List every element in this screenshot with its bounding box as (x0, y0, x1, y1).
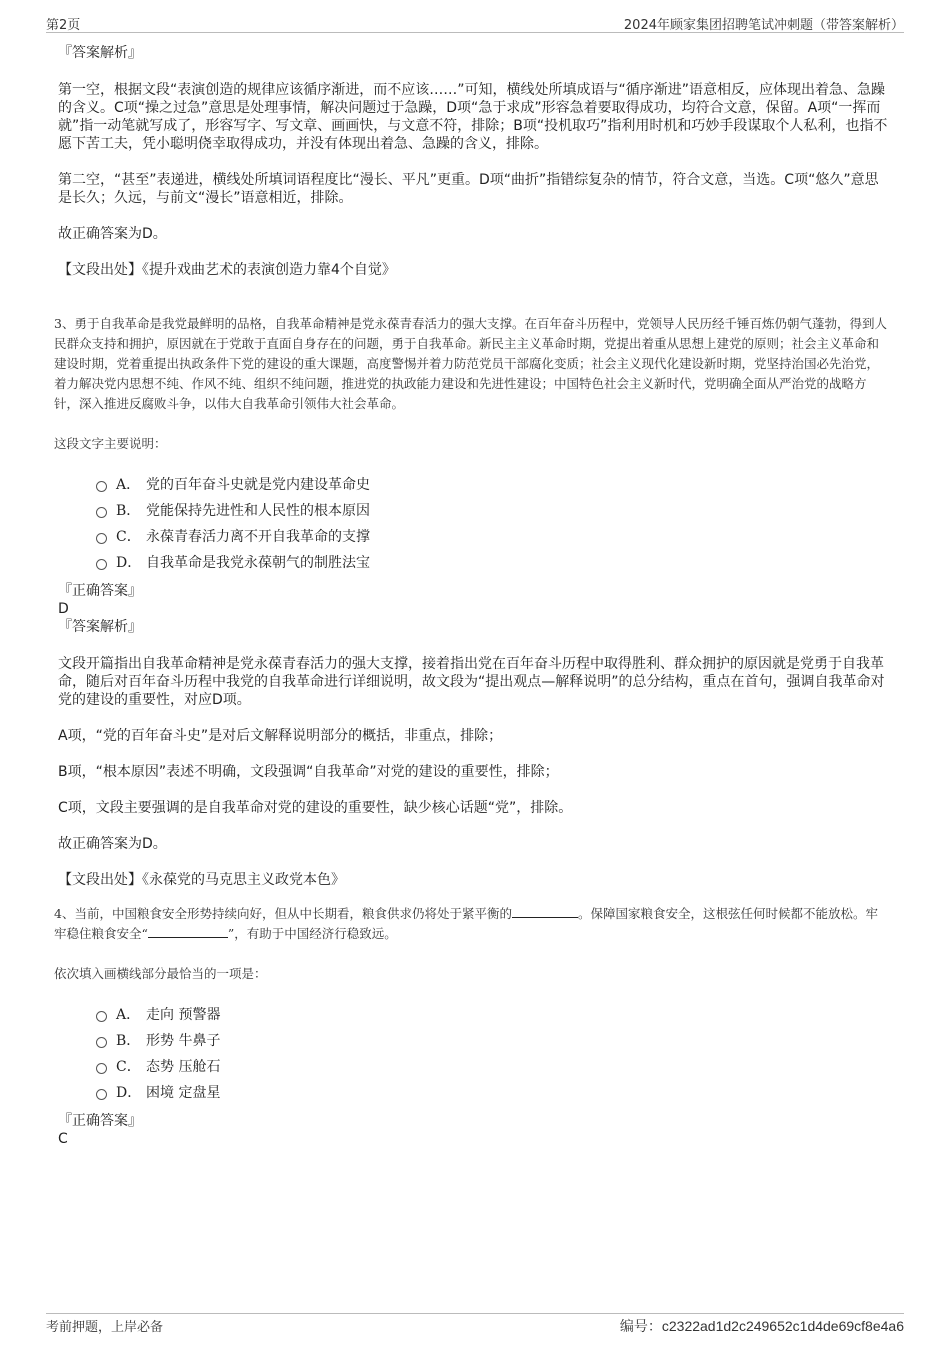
fill-blank-1 (512, 905, 578, 918)
conclusion: 故正确答案为D。 (58, 836, 167, 852)
correct-answer: C (58, 1131, 68, 1147)
question-stem: 3、勇于自我革命是我党最鲜明的品格，自我革命精神是党永葆青春活力的强大支撑。在百年奋斗历程中，党领导人民历经千锤百炼仍朝气蓬勃，得到人民群众支持和拥护，原因就在于党敢于直面自身存在的问题，勇于自我革命。新民主主义革命时期，党提出着重从思想上建党的原则；社会主义革命和建设时期，党着重提出执政条件下党的建设的重大课题，高度警惕并着力防范党员干部腐化变质；社会主义现代化建设新时期，党坚持治国必先治党，着力解决党内思想不纯、作风不纯、组织不纯问题，推进党的执政能力建设和先进性建设；中国特色社会主义新时代，党明确全面从严治党的战略方针，深入推进反腐败斗争，以伟大自我革命引领伟大社会革命。 (54, 316, 887, 411)
correct-answer-label: 『正确答案』 (58, 583, 142, 599)
radio-button[interactable] (96, 1089, 107, 1100)
radio-button[interactable] (96, 533, 107, 544)
source-citation: 【文段出处】《永葆党的马克思主义政党本色》 (58, 872, 345, 888)
radio-button[interactable] (96, 1011, 107, 1022)
radio-button[interactable] (96, 481, 107, 492)
option-d[interactable]: D． 自我革命是我党永葆朝气的制胜法宝 (96, 550, 888, 576)
analysis-paragraph-4: C项，文段主要强调的是自我革命对党的建设的重要性，缺少核心话题“党”，排除。 (58, 800, 573, 816)
analysis-paragraph-2: A项，“党的百年奋斗史”是对后文解释说明部分的概括，非重点，排除； (58, 728, 503, 744)
question-prompt: 依次填入画横线部分最恰当的一项是： (54, 966, 267, 981)
page-header (46, 14, 904, 33)
radio-button[interactable] (96, 1037, 107, 1048)
correct-answer: D (58, 601, 69, 617)
options-list (96, 472, 888, 576)
radio-button[interactable] (96, 559, 107, 570)
question-stem: 4、当前，中国粮食安全形势持续向好，但从中长期看，粮食供求仍将处于紧平衡的 。保障国家粮食安全，这根弦任何时候都不能放松。牢牢稳住粮食安全“ ”，有助于中国经济行稳致远。 (54, 906, 878, 941)
page-footer (46, 1313, 904, 1334)
option-b[interactable]: B． 形势 牛鼻子 (96, 1028, 888, 1054)
analysis-paragraph-3: B项，“根本原因”表述不明确，文段强调“自我革命”对党的建设的重要性，排除； (58, 764, 559, 780)
document-title: 2024年顾家集团招聘笔试冲刺题（带答案解析） (623, 18, 904, 33)
analysis-paragraph-1: 第一空，根据文段“表演创造的规律应该循序渐进，而不应该……”可知，横线处所填成语与“循序渐进”语意相反，应体现出着急、急躁的含义。C项“操之过急”意思是处理事情，解决问题过于急躁，D项“急于求成”形容急着要取得成功，均符合文意，保留。A项“一挥而就”指一动笔就写成了，形容写字、写文章、画画快，与文意不符，排除；B项“投机取巧”指利用时机和巧妙手段谋取个人私利，也指不愿下苦工夫，凭小聪明侥幸取得成功，并没有体现出着急、急躁的含义，排除。 (58, 82, 888, 152)
option-a[interactable]: A． 党的百年奋斗史就是党内建设革命史 (96, 472, 888, 498)
conclusion: 故正确答案为D。 (58, 226, 167, 242)
option-a[interactable]: A． 走向 预警器 (96, 1002, 888, 1028)
analysis-paragraph-1: 文段开篇指出自我革命精神是党永葆青春活力的强大支撑，接着指出党在百年奋斗历程中取得胜利、群众拥护的原因就是党勇于自我革命，随后对百年奋斗历程中我党的自我革命进行详细说明，故文段为“提出观点—解释说明”的总分结构，重点在首句，强调自我革命对党的建设的重要性，对应D项。 (58, 656, 885, 708)
correct-answer-label: 『正确答案』 (58, 1113, 142, 1129)
page-number: 第2页 (46, 18, 81, 33)
analysis-paragraph-2: 第二空，“甚至”表递进，横线处所填词语程度比“漫长、平凡”更重。D项“曲折”指错综复杂的情节，符合文意，当选。C项“悠久”意思是长久；久远，与前文“漫长”语意相近，排除。 (58, 172, 879, 206)
document-code: 编号：c2322ad1d2c249652c1d4de69cf8e4a6 (619, 1318, 904, 1334)
option-b[interactable]: B． 党能保持先进性和人民性的根本原因 (96, 498, 888, 524)
option-d[interactable]: D． 困境 定盘星 (96, 1080, 888, 1106)
question-prompt: 这段文字主要说明： (54, 436, 167, 451)
option-c[interactable]: C． 态势 压舱石 (96, 1054, 888, 1080)
page-content (54, 44, 888, 1148)
options-list (96, 1002, 888, 1106)
fill-blank-2 (148, 925, 228, 938)
radio-button[interactable] (96, 507, 107, 518)
analysis-label: 『答案解析』 (58, 45, 142, 61)
footer-slogan: 考前押题，上岸必备 (46, 1320, 164, 1335)
source-citation: 【文段出处】《提升戏曲艺术的表演创造力靠4个自觉》 (58, 262, 396, 278)
radio-button[interactable] (96, 1063, 107, 1074)
option-c[interactable]: C． 永葆青春活力离不开自我革命的支撑 (96, 524, 888, 550)
analysis-label: 『答案解析』 (58, 619, 142, 635)
